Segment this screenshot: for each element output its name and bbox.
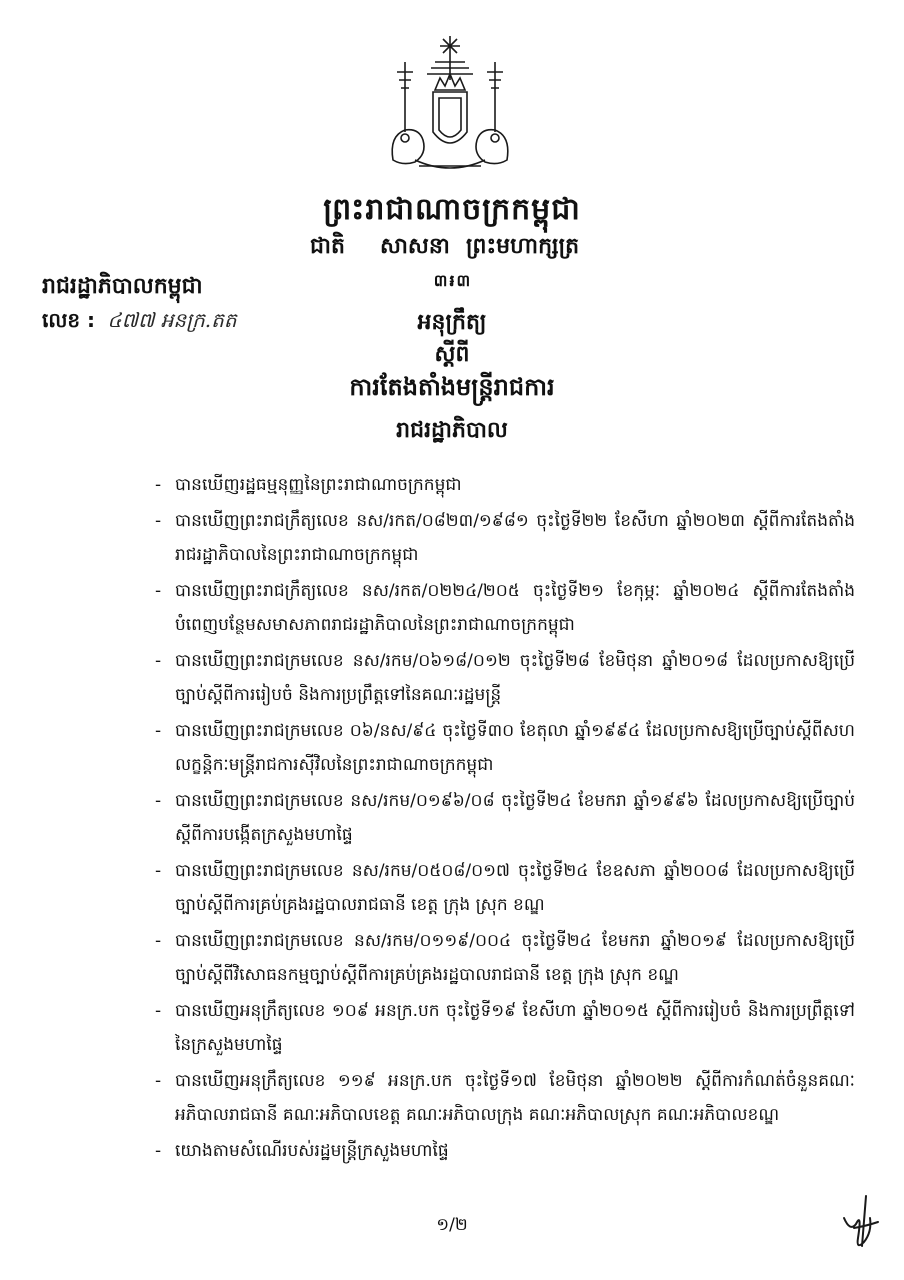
visa-list bbox=[155, 468, 855, 1170]
motto-king: ព្រះមហាក្សត្រ bbox=[466, 234, 580, 259]
initial-signature-icon bbox=[836, 1188, 886, 1254]
visa-item: - បានឃើញព្រះរាជក្រមលេខ នស/រកម/០១៩៦/០៨ ចុះថ្ងៃទី២៤ ខែមករា ឆ្នាំ១៩៩៦ ដែលប្រកាសឱ្យប្រើច្បាប់ស្តីពីការបង្កើតក្រសួងមហាផ្ទៃ bbox=[155, 784, 855, 852]
title-about: ស្តីពី bbox=[434, 342, 470, 367]
issuing-body: រាជរដ្ឋាភិបាល bbox=[396, 418, 508, 443]
motto-nation: ជាតិ bbox=[310, 234, 345, 259]
document-type: អនុក្រឹត្យ bbox=[417, 310, 487, 335]
visa-item: - យោងតាមសំណើរបស់រដ្ឋមន្ត្រីក្រសួងមហាផ្ទៃ bbox=[155, 1134, 855, 1168]
visa-item: - បានឃើញព្រះរាជក្រមលេខ នស/រកម/០១១៩/០០៤ ចុះថ្ងៃទី២៤ ខែមករា ឆ្នាំ២០១៩ ដែលប្រកាសឱ្យប្រើច្បាប់ស្តីពីវិសោធនកម្មច្បាប់ស្តីពីការគ្រប់គ្រងរដ្ឋបាលរាជធានី ខេត្ត ក្រុង ស្រុក ខណ្ឌ bbox=[155, 924, 855, 992]
visa-item: - បានឃើញព្រះរាជក្រមលេខ នស/រកម/០៥០៨/០១៧ ចុះថ្ងៃទី២៤ ខែឧសភា ឆ្នាំ២០០៨ ដែលប្រកាសឱ្យប្រើច្បាប់ស្តីពីការគ្រប់គ្រងរដ្ឋបាលរាជធានី ខេត្ត ក្រុង ស្រុក ខណ្ឌ bbox=[155, 854, 855, 922]
visa-item: - បានឃើញអនុក្រឹត្យលេខ ១០៩ អនក្រ.បក ចុះថ្ងៃទី១៩ ខែសីហា ឆ្នាំ២០១៥ ស្តីពីការរៀបចំ និងការប្រព្រឹត្តទៅនៃក្រសួងមហាផ្ទៃ bbox=[155, 994, 855, 1062]
visa-item: - បានឃើញរដ្ឋធម្មនុញ្ញនៃព្រះរាជាណាចក្រកម្ពុជា bbox=[155, 468, 855, 502]
national-motto bbox=[0, 232, 904, 266]
document-number-label: លេខ : bbox=[42, 308, 96, 332]
visa-item: - បានឃើញព្រះរាជក្រមលេខ ០៦/នស/៩៤ ចុះថ្ងៃទី៣០ ខែតុលា ឆ្នាំ១៩៩៤ ដែលប្រកាសឱ្យប្រើច្បាប់ស្តីពីសហលក្ខន្តិកៈមន្ត្រីរាជការស៊ីវិលនៃព្រះរាជាណាចក្រកម្ពុជា bbox=[155, 714, 855, 782]
page-number: ១/២ bbox=[436, 1215, 468, 1235]
kingdom-title: ព្រះរាជាណាចក្រកម្ពុជា bbox=[323, 192, 581, 227]
document-subject: ការតែងតាំងមន្ត្រីរាជការ bbox=[349, 373, 555, 401]
royal-arms-emblem-icon bbox=[375, 32, 525, 182]
issuer-name: រាជរដ្ឋាភិបាលកម្ពុជា bbox=[42, 274, 203, 299]
motto-religion: សាសនា bbox=[380, 234, 450, 259]
visa-item: - បានឃើញព្រះរាជក្រឹត្យលេខ នស/រកត/០២២៤/២០៥ ចុះថ្ងៃទី២១ ខែកុម្ភៈ ឆ្នាំ២០២៤ ស្តីពីការតែងតាំងបំពេញបន្ថែមសមាសភាពរាជរដ្ឋាភិបាលនៃព្រះរាជាណាចក្រកម្ពុជា bbox=[155, 574, 855, 642]
visa-item: - បានឃើញព្រះរាជក្រមលេខ នស/រកម/០៦១៨/០១២ ចុះថ្ងៃទី២៨ ខែមិថុនា ឆ្នាំ២០១៨ ដែលប្រកាសឱ្យប្រើច្បាប់ស្តីពីការរៀបចំ និងការប្រព្រឹត្តទៅនៃគណៈរដ្ឋមន្ត្រី bbox=[155, 644, 855, 712]
document-number-value: ៤៧៧ អនក្រ.តត bbox=[107, 308, 237, 332]
visa-item: - បានឃើញព្រះរាជក្រឹត្យលេខ នស/រកត/០៨២៣/១៩៨១ ចុះថ្ងៃទី២២ ខែសីហា ឆ្នាំ២០២៣ ស្តីពីការតែងតាំងរាជរដ្ឋាភិបាលនៃព្រះរាជាណាចក្រកម្ពុជា bbox=[155, 504, 855, 572]
visa-item: - បានឃើញអនុក្រឹត្យលេខ ១១៩ អនក្រ.បក ចុះថ្ងៃទី១៧ ខែមិថុនា ឆ្នាំ២០២២ ស្តីពីការកំណត់ចំនួនគណៈអភិបាលរាជធានី គណៈអភិបាលខេត្ត គណៈអភិបាលក្រុង គណៈអភិបាលស្រុក គណៈអភិបាលខណ្ឌ bbox=[155, 1064, 855, 1132]
ornamental-divider: ៣៛៣ bbox=[433, 271, 473, 290]
